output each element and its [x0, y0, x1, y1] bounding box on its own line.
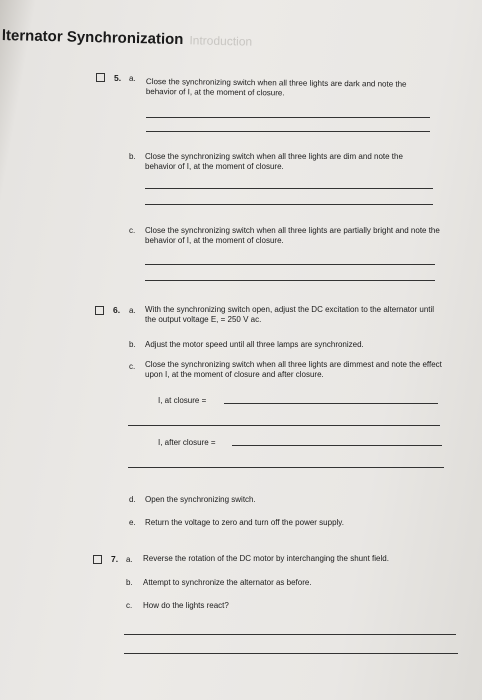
q6c-letter: c. — [129, 362, 136, 371]
q7-checkbox[interactable] — [93, 555, 102, 564]
q6b-letter: b. — [129, 340, 136, 349]
q6-extra-line-2[interactable] — [128, 467, 444, 468]
q6-number: 6. — [113, 305, 121, 315]
page-title: lternator Synchronization Introduction — [1, 27, 253, 49]
q6a-text: With the synchronizing switch open, adjust the DC excitation to the alternator until the output voltage E, = 250 V ac. — [145, 305, 435, 324]
q6d-letter: d. — [129, 495, 136, 504]
q5c-letter: c. — [129, 226, 136, 235]
q6b-text: Adjust the motor speed until all three lamps are synchronized. — [145, 340, 364, 349]
q7c-answer-line-1[interactable] — [124, 634, 456, 635]
q6c-text: Close the synchronizing switch when all three lights are dimmest and note the effect upon I, at the moment of closure and after closure. — [145, 360, 442, 379]
q5-checkbox[interactable] — [96, 73, 105, 82]
q7-number: 7. — [111, 554, 119, 564]
q6d-text: Open the synchronizing switch. — [145, 495, 256, 504]
q6-after-closure-label: I, after closure = — [158, 438, 216, 447]
q7c-letter: c. — [126, 601, 133, 610]
q6e-text: Return the voltage to zero and turn off the power supply. — [145, 518, 344, 527]
q5a-letter: a. — [129, 74, 136, 83]
q7a-letter: a. — [126, 555, 133, 564]
q5a-text: Close the synchronizing switch when all three lights are dark and note the behavior of I, at the moment of closure. — [145, 77, 407, 98]
q7c-answer-line-2[interactable] — [124, 653, 458, 654]
q5-number: 5. — [114, 73, 122, 83]
q6-at-closure-label: I, at closure = — [158, 396, 207, 405]
q5b-answer-line-1[interactable] — [145, 188, 433, 189]
q5c-answer-line-1[interactable] — [145, 264, 435, 265]
q5c-answer-line-2[interactable] — [145, 280, 435, 281]
q6-extra-line-1[interactable] — [128, 425, 440, 426]
q5b-letter: b. — [129, 152, 136, 161]
q6-after-closure-field[interactable] — [232, 445, 442, 446]
q6e-letter: e. — [129, 518, 136, 527]
q5a-answer-line-1[interactable] — [146, 117, 430, 118]
q6-at-closure-field[interactable] — [224, 403, 438, 404]
q7a-text: Reverse the rotation of the DC motor by interchanging the shunt field. — [143, 554, 389, 563]
q5b-text: Close the synchronizing switch when all three lights are dim and note the behavior of I, at the moment of closure. — [145, 152, 403, 171]
q5c-text: Close the synchronizing switch when all three lights are partially bright and note the behavior of I, at the moment of closure. — [145, 226, 440, 245]
q5a-answer-line-2[interactable] — [146, 131, 430, 132]
q7b-letter: b. — [126, 578, 133, 587]
q5b-answer-line-2[interactable] — [145, 204, 433, 205]
q6-checkbox[interactable] — [95, 306, 104, 315]
ghost-text: Introduction — [189, 33, 253, 49]
q7c-text: How do the lights react? — [143, 601, 229, 610]
q7b-text: Attempt to synchronize the alternator as before. — [143, 578, 312, 587]
q6a-letter: a. — [129, 306, 136, 315]
